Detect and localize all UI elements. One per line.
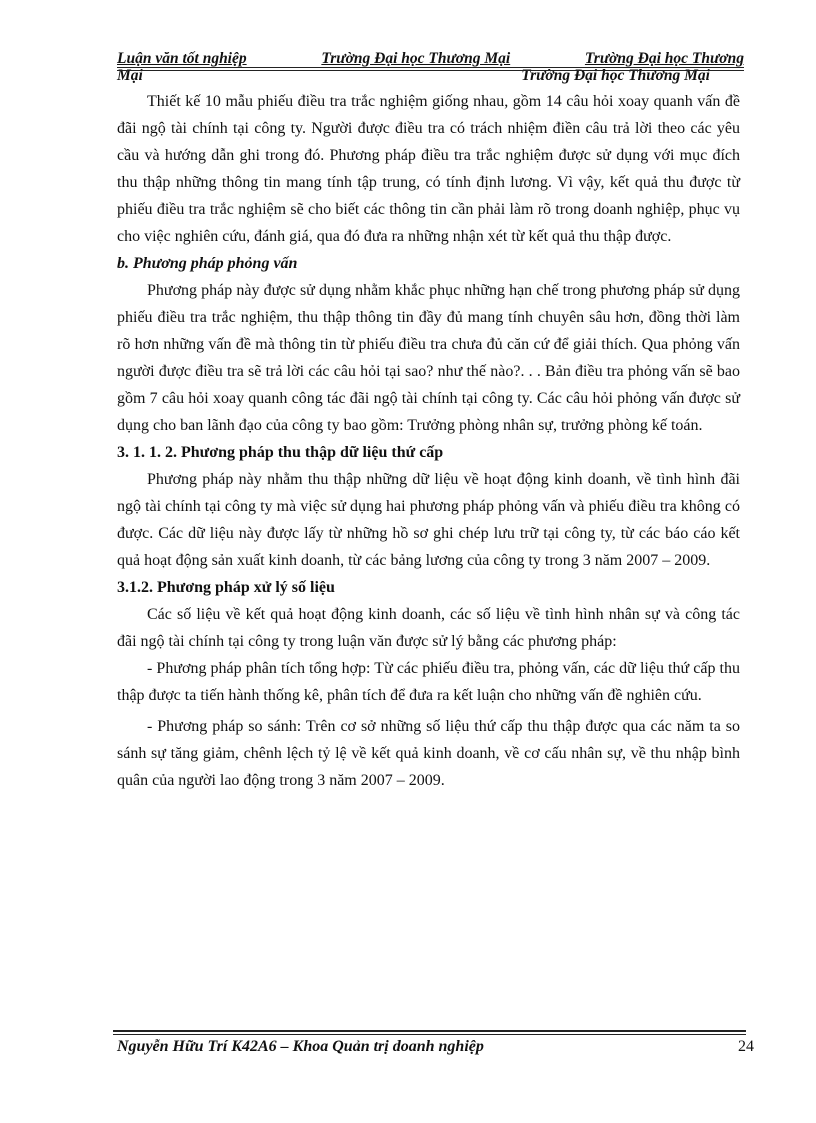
header-right: Trường Đại học Thương (584, 50, 744, 67)
paragraph-comparison-method: - Phương pháp so sánh: Trên cơ sở những số liệu thứ cấp thu thập được qua các năm ta so sánh sự tăng giảm, chênh lệch tỷ lệ về kết quả kinh doanh, về cơ cấu nhân sự, về thu nhập bình quân của người lao động trong 3 năm 2007 – 2009. (117, 718, 740, 789)
header-line2-left: Mại (117, 67, 143, 84)
running-footer (117, 1038, 754, 1056)
paragraph-synthesis-method: - Phương pháp phân tích tổng hợp: Từ các phiếu điều tra, phỏng vấn, các dữ liệu thứ cấp thu thập được ta tiến hành thống kê, phân tích để đưa ra kết luận cho những vấn đề nghiên cứu. (117, 660, 740, 704)
footer-rule (113, 1030, 746, 1032)
header-line2-right: Trường Đại học Thương Mại (521, 67, 710, 84)
paragraph-data-processing: Các số liệu về kết quả hoạt động kinh doanh, các số liệu về tình hình nhân sự và công tác đãi ngộ tài chính tại công ty trong luận văn được sử lý bằng các phương pháp: (117, 606, 740, 650)
subheading-interview: b. Phương pháp phỏng vấn (117, 255, 298, 272)
paragraph-questionnaire: Thiết kế 10 mẫu phiếu điều tra trắc nghiệm giống nhau, gồm 14 câu hỏi xoay quanh vấn đề đãi ngộ tài chính tại công ty. Người được điều tra có trách nhiệm điền câu trả lời theo các yêu cầu và hướng dẫn ghi trong đó. Phương pháp điều tra trắc nghiệm được sử dụng với mục đích thu thập những thông tin mang tính tập trung, có tính định lương. Vì vậy, kết quả thu được từ phiếu điều tra trắc nghiệm sẽ cho biết các thông tin cần phải làm rõ trong doanh nghiệp, phục vụ cho việc nghiên cứu, đánh giá, qua đó đưa ra những nhận xét từ kết quả thu thập được. (117, 93, 740, 245)
heading-data-processing: 3.1.2. Phương pháp xử lý số liệu (117, 579, 335, 596)
header-rule (117, 67, 744, 68)
header-rule-thin (117, 70, 744, 71)
header-center: Trường Đại học Thương Mại (321, 50, 511, 67)
footer-rule-thin (113, 1034, 746, 1035)
page-number: 24 (738, 1038, 754, 1055)
paragraph-interview: Phương pháp này được sử dụng nhằm khắc phục những hạn chế trong phương pháp sử dụng phiếu điều tra trắc nghiệm, thu thập thông tin đầy đủ mang tính chuyên sâu hơn, đồng thời làm rõ hơn những vấn đề mà thông tin từ phiếu điều tra chưa đủ căn cứ để giải thích. Qua phỏng vấn người được điều tra sẽ trả lời các câu hỏi tại sao? như thế nào?. . . Bản điều tra phỏng vấn sẽ bao gồm 7 câu hỏi xoay quanh công tác đãi ngộ tài chính tại công ty. Các câu hỏi phỏng vấn được sử dụng cho ban lãnh đạo của công ty bao gồm: Trưởng phòng nhân sự, trưởng phòng kế toán. (117, 282, 740, 434)
header-line-1 (117, 50, 744, 67)
page-body (117, 88, 740, 794)
footer-author: Nguyễn Hữu Trí K42A6 – Khoa Quản trị doanh nghiệp (117, 1038, 484, 1055)
paragraph-secondary-data: Phương pháp này nhằm thu thập những dữ liệu về hoạt động kinh doanh, về tình hình đãi ngộ tài chính tại công ty mà việc sử dụng hai phương pháp phỏng vấn và phiếu điều tra không có được. Các dữ liệu này được lấy từ những hồ sơ ghi chép lưu trữ tại công ty, từ các báo cáo kết quả hoạt động sản xuất kinh doanh, từ các bảng lương của công ty trong 3 năm 2007 – 2009. (117, 471, 740, 569)
heading-secondary-data: 3. 1. 1. 2. Phương pháp thu thập dữ liệu thứ cấp (117, 444, 444, 461)
header-left: Luận văn tốt nghiệp (117, 50, 247, 67)
